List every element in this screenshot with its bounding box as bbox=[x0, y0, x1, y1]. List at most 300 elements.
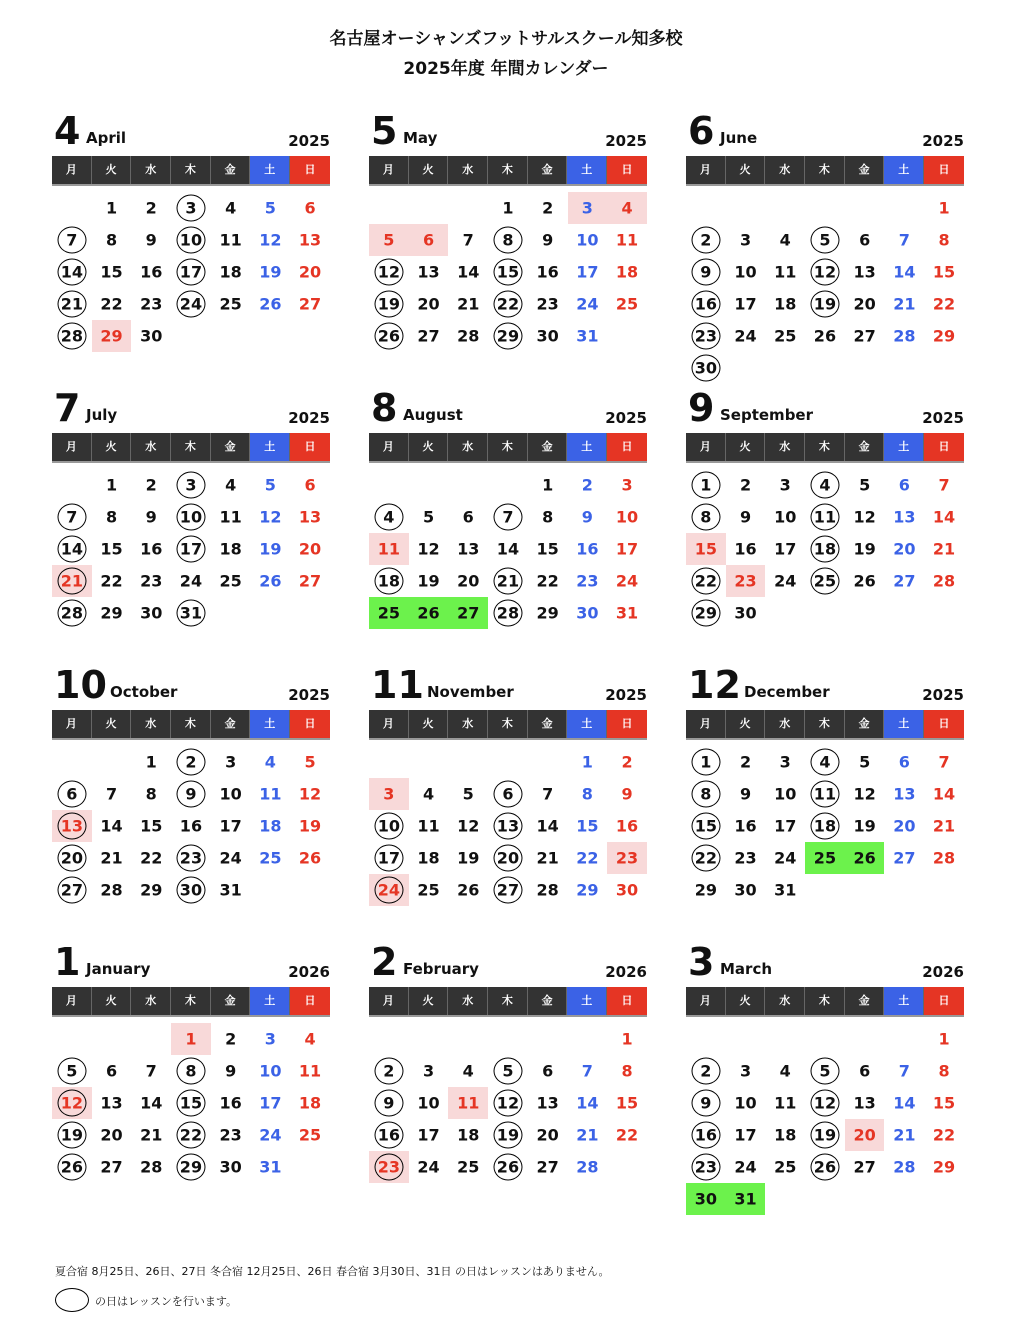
day-cell bbox=[211, 501, 251, 533]
day-number: 16 bbox=[734, 816, 757, 836]
day-number: 1 bbox=[105, 475, 118, 495]
day-cell bbox=[568, 501, 608, 533]
day-cell bbox=[805, 810, 845, 842]
day-cell bbox=[409, 1055, 449, 1087]
day-cell bbox=[845, 224, 885, 256]
day-number: 11 bbox=[813, 784, 837, 804]
day-cell bbox=[409, 1119, 449, 1151]
day-cell bbox=[369, 1055, 409, 1087]
day-number: 15 bbox=[100, 539, 123, 559]
day-number: 30 bbox=[734, 880, 757, 900]
day-number: 25 bbox=[813, 571, 837, 591]
day-cell bbox=[765, 1055, 805, 1087]
weekday-label: 金 bbox=[845, 987, 885, 1015]
day-number: 2 bbox=[700, 1061, 712, 1081]
day-cell bbox=[528, 778, 568, 810]
day-cell bbox=[52, 565, 92, 597]
day-cell bbox=[765, 1119, 805, 1151]
day-cell bbox=[211, 533, 251, 565]
weekday-label: 日 bbox=[607, 156, 647, 184]
month-may bbox=[369, 108, 649, 378]
day-number: 27 bbox=[298, 571, 322, 591]
day-cell bbox=[765, 810, 805, 842]
day-cell bbox=[211, 192, 251, 224]
day-number: 12 bbox=[259, 507, 282, 527]
day-number: 12 bbox=[298, 784, 322, 804]
day-cell bbox=[171, 224, 211, 256]
day-cell bbox=[251, 501, 291, 533]
day-number: 10 bbox=[417, 1093, 440, 1113]
day-cell bbox=[92, 874, 132, 906]
day-number: 30 bbox=[536, 326, 559, 346]
month-header bbox=[686, 662, 966, 707]
day-cell bbox=[131, 810, 171, 842]
day-number: 1 bbox=[621, 1029, 633, 1049]
day-number: 27 bbox=[496, 880, 520, 900]
day-cell bbox=[845, 1055, 885, 1087]
day-number: 24 bbox=[615, 571, 639, 591]
day-cell bbox=[131, 1087, 171, 1119]
day-cell bbox=[448, 288, 488, 320]
day-cell bbox=[726, 1183, 766, 1215]
day-cell bbox=[845, 501, 885, 533]
day-number: 14 bbox=[893, 1093, 916, 1113]
month-header bbox=[686, 108, 966, 153]
day-number: 18 bbox=[813, 816, 837, 836]
day-number: 20 bbox=[536, 1125, 559, 1145]
day-number: 14 bbox=[100, 816, 123, 836]
day-number: 9 bbox=[542, 230, 554, 250]
day-number: 15 bbox=[615, 1093, 639, 1113]
day-number: 19 bbox=[259, 539, 282, 559]
day-cell bbox=[251, 842, 291, 874]
weekday-label: 月 bbox=[369, 156, 409, 184]
day-cell bbox=[607, 810, 647, 842]
day-number: 10 bbox=[576, 230, 599, 250]
day-number: 10 bbox=[377, 816, 400, 836]
day-cell bbox=[568, 320, 608, 352]
day-cell bbox=[448, 320, 488, 352]
day-number: 28 bbox=[536, 880, 559, 900]
day-number: 1 bbox=[542, 475, 554, 495]
weekday-label: 水 bbox=[448, 156, 488, 184]
month-february bbox=[369, 939, 649, 1209]
day-number: 22 bbox=[100, 294, 123, 314]
day-number: 2 bbox=[739, 475, 752, 495]
day-number: 30 bbox=[694, 358, 717, 378]
day-cell bbox=[92, 288, 132, 320]
day-number: 7 bbox=[145, 1061, 157, 1081]
day-number: 8 bbox=[185, 1061, 197, 1081]
day-cell bbox=[765, 224, 805, 256]
day-cell bbox=[528, 224, 568, 256]
day-number: 17 bbox=[179, 539, 203, 559]
day-cell bbox=[369, 842, 409, 874]
weekday-label: 火 bbox=[726, 987, 766, 1015]
day-number: 3 bbox=[264, 1029, 276, 1049]
day-cell bbox=[52, 320, 92, 352]
weekday-label: 火 bbox=[92, 710, 132, 738]
day-cell bbox=[171, 288, 211, 320]
day-number: 12 bbox=[457, 816, 480, 836]
weekday-label: 水 bbox=[448, 710, 488, 738]
month-year: 2025 bbox=[922, 686, 964, 704]
day-cell bbox=[369, 1119, 409, 1151]
weekday-label: 月 bbox=[686, 710, 726, 738]
day-cell bbox=[607, 1023, 647, 1055]
month-name: July bbox=[86, 406, 118, 424]
day-cell bbox=[726, 1055, 766, 1087]
day-cell bbox=[251, 192, 291, 224]
day-cell bbox=[171, 1023, 211, 1055]
day-cell bbox=[211, 778, 251, 810]
month-august bbox=[369, 385, 649, 655]
day-number: 2 bbox=[700, 230, 712, 250]
day-cell bbox=[568, 842, 608, 874]
day-number: 15 bbox=[179, 1093, 203, 1113]
day-number: 20 bbox=[100, 1125, 123, 1145]
day-cell bbox=[568, 746, 608, 778]
weekday-label: 火 bbox=[726, 433, 766, 461]
day-number: 5 bbox=[422, 507, 435, 527]
month-name: May bbox=[403, 129, 438, 147]
day-cell bbox=[448, 256, 488, 288]
day-number: 5 bbox=[264, 475, 276, 495]
day-number: 26 bbox=[853, 848, 876, 868]
month-header bbox=[52, 385, 332, 430]
weekday-label: 水 bbox=[131, 710, 171, 738]
day-number: 29 bbox=[100, 326, 123, 346]
day-cell bbox=[92, 1087, 132, 1119]
day-cell bbox=[171, 778, 211, 810]
day-number: 11 bbox=[377, 539, 400, 559]
weekday-label: 水 bbox=[131, 987, 171, 1015]
day-cell bbox=[409, 597, 449, 629]
month-number: 12 bbox=[688, 663, 741, 707]
day-number: 24 bbox=[179, 294, 203, 314]
day-cell bbox=[765, 469, 805, 501]
day-cell bbox=[805, 256, 845, 288]
day-cell bbox=[885, 469, 925, 501]
day-number: 31 bbox=[259, 1157, 282, 1177]
day-number: 22 bbox=[694, 848, 717, 868]
day-number: 4 bbox=[779, 230, 791, 250]
day-cell bbox=[409, 320, 449, 352]
day-number: 28 bbox=[140, 1157, 163, 1177]
weekday-label: 土 bbox=[250, 987, 290, 1015]
day-cell bbox=[448, 224, 488, 256]
month-september bbox=[686, 385, 966, 655]
month-december bbox=[686, 662, 966, 932]
day-cell bbox=[568, 469, 608, 501]
day-number: 4 bbox=[225, 475, 237, 495]
day-number: 23 bbox=[615, 848, 639, 868]
day-number: 11 bbox=[417, 816, 440, 836]
day-cell bbox=[885, 810, 925, 842]
day-cell bbox=[885, 565, 925, 597]
day-number: 17 bbox=[417, 1125, 440, 1145]
day-number: 24 bbox=[774, 571, 797, 591]
weekday-label: 日 bbox=[924, 433, 964, 461]
day-number: 14 bbox=[140, 1093, 163, 1113]
day-number: 15 bbox=[496, 262, 520, 282]
day-cell bbox=[686, 288, 726, 320]
weekday-label: 木 bbox=[488, 433, 528, 461]
weekday-label: 土 bbox=[250, 433, 290, 461]
day-number: 28 bbox=[457, 326, 480, 346]
day-number: 15 bbox=[694, 816, 717, 836]
day-number: 1 bbox=[502, 198, 514, 218]
day-number: 7 bbox=[898, 1061, 910, 1081]
day-number: 23 bbox=[377, 1157, 400, 1177]
month-header bbox=[686, 939, 966, 984]
day-number: 1 bbox=[185, 1029, 197, 1049]
day-cell bbox=[131, 501, 171, 533]
day-number: 3 bbox=[779, 475, 791, 495]
day-number: 8 bbox=[700, 507, 712, 527]
day-number: 27 bbox=[853, 326, 876, 346]
day-cell bbox=[52, 1119, 92, 1151]
day-cell bbox=[885, 842, 925, 874]
day-number: 14 bbox=[457, 262, 480, 282]
month-year: 2026 bbox=[288, 963, 330, 981]
day-cell bbox=[369, 810, 409, 842]
day-number: 1 bbox=[938, 1029, 950, 1049]
day-cell bbox=[409, 874, 449, 906]
day-cell bbox=[568, 565, 608, 597]
month-name: September bbox=[720, 406, 813, 424]
day-number: 27 bbox=[853, 1157, 876, 1177]
day-cell bbox=[211, 842, 251, 874]
day-number: 29 bbox=[100, 603, 123, 623]
month-name: December bbox=[744, 683, 830, 701]
day-number: 9 bbox=[383, 1093, 395, 1113]
day-number: 13 bbox=[100, 1093, 123, 1113]
day-cell bbox=[171, 1119, 211, 1151]
day-cell bbox=[845, 256, 885, 288]
day-cell bbox=[488, 1119, 528, 1151]
day-number: 11 bbox=[813, 507, 837, 527]
day-cell bbox=[686, 224, 726, 256]
day-cell bbox=[924, 1087, 964, 1119]
day-number: 6 bbox=[898, 475, 910, 495]
day-cell bbox=[290, 533, 330, 565]
day-number: 25 bbox=[219, 571, 242, 591]
weekday-label: 火 bbox=[726, 710, 766, 738]
day-cell bbox=[726, 1151, 766, 1183]
day-number: 24 bbox=[734, 1157, 757, 1177]
day-number: 22 bbox=[932, 294, 956, 314]
day-cell bbox=[924, 256, 964, 288]
day-cell bbox=[765, 501, 805, 533]
day-number: 16 bbox=[179, 816, 203, 836]
month-july bbox=[52, 385, 332, 655]
day-number: 30 bbox=[694, 1189, 717, 1209]
day-number: 23 bbox=[694, 326, 717, 346]
day-cell bbox=[448, 778, 488, 810]
day-cell bbox=[92, 597, 132, 629]
day-cell bbox=[131, 320, 171, 352]
day-number: 16 bbox=[377, 1125, 400, 1145]
day-cell bbox=[686, 842, 726, 874]
day-cell bbox=[211, 565, 251, 597]
day-cell bbox=[290, 778, 330, 810]
day-cell bbox=[528, 501, 568, 533]
day-number: 25 bbox=[298, 1125, 322, 1145]
day-number: 7 bbox=[66, 230, 78, 250]
day-cell bbox=[686, 1183, 726, 1215]
weekday-label: 日 bbox=[607, 987, 647, 1015]
day-number: 27 bbox=[60, 880, 83, 900]
day-number: 19 bbox=[298, 816, 322, 836]
day-number: 6 bbox=[304, 475, 316, 495]
day-cell bbox=[528, 1151, 568, 1183]
day-number: 6 bbox=[462, 507, 474, 527]
day-cell bbox=[805, 842, 845, 874]
month-header bbox=[52, 662, 332, 707]
day-cell bbox=[52, 288, 92, 320]
day-number: 9 bbox=[700, 262, 712, 282]
day-number: 14 bbox=[536, 816, 559, 836]
weekday-header bbox=[369, 156, 647, 186]
day-cell bbox=[171, 1087, 211, 1119]
day-cell bbox=[131, 746, 171, 778]
day-cell bbox=[805, 1151, 845, 1183]
day-cell bbox=[131, 256, 171, 288]
day-cell bbox=[211, 1119, 251, 1151]
day-cell bbox=[568, 288, 608, 320]
day-number: 7 bbox=[581, 1061, 593, 1081]
day-number: 27 bbox=[893, 848, 916, 868]
month-year: 2026 bbox=[922, 963, 964, 981]
day-cell bbox=[924, 469, 964, 501]
day-number: 3 bbox=[739, 230, 752, 250]
day-number: 25 bbox=[457, 1157, 480, 1177]
weekday-label: 日 bbox=[290, 710, 330, 738]
day-number: 27 bbox=[536, 1157, 559, 1177]
day-cell bbox=[92, 256, 132, 288]
day-cell bbox=[171, 1055, 211, 1087]
day-number: 7 bbox=[502, 507, 514, 527]
month-year: 2025 bbox=[605, 409, 647, 427]
weekday-label: 日 bbox=[607, 710, 647, 738]
day-number: 16 bbox=[140, 539, 163, 559]
month-name: January bbox=[86, 960, 151, 978]
day-number: 2 bbox=[621, 752, 633, 772]
day-number: 20 bbox=[298, 262, 322, 282]
day-cell bbox=[251, 1023, 291, 1055]
day-cell bbox=[885, 533, 925, 565]
day-cell bbox=[885, 1087, 925, 1119]
day-number: 26 bbox=[813, 326, 837, 346]
weekday-header bbox=[369, 433, 647, 463]
legend-text: の日はレッスンを行います。 bbox=[95, 1295, 238, 1308]
day-cell bbox=[448, 565, 488, 597]
day-number: 17 bbox=[734, 294, 757, 314]
day-number: 10 bbox=[734, 1093, 757, 1113]
weekday-label: 土 bbox=[250, 156, 290, 184]
day-number: 27 bbox=[457, 603, 480, 623]
day-cell bbox=[251, 746, 291, 778]
day-number: 27 bbox=[100, 1157, 123, 1177]
day-cell bbox=[924, 1151, 964, 1183]
day-number: 24 bbox=[179, 571, 203, 591]
day-number: 12 bbox=[853, 784, 876, 804]
day-number: 21 bbox=[60, 571, 83, 591]
day-number: 4 bbox=[462, 1061, 474, 1081]
day-number: 5 bbox=[819, 230, 831, 250]
day-number: 4 bbox=[819, 475, 831, 495]
day-cell bbox=[52, 842, 92, 874]
day-cell bbox=[131, 1055, 171, 1087]
day-number: 10 bbox=[774, 507, 797, 527]
month-year: 2025 bbox=[288, 132, 330, 150]
day-cell bbox=[924, 1119, 964, 1151]
day-cell bbox=[765, 874, 805, 906]
weekday-label: 金 bbox=[528, 987, 568, 1015]
day-number: 10 bbox=[219, 784, 242, 804]
day-number: 17 bbox=[179, 262, 203, 282]
day-cell bbox=[131, 597, 171, 629]
day-cell bbox=[686, 469, 726, 501]
day-number: 17 bbox=[576, 262, 599, 282]
day-number: 8 bbox=[145, 784, 157, 804]
day-number: 23 bbox=[694, 1157, 717, 1177]
month-header bbox=[369, 385, 649, 430]
day-number: 17 bbox=[377, 848, 400, 868]
day-number: 2 bbox=[145, 475, 157, 495]
day-cell bbox=[845, 746, 885, 778]
day-cell bbox=[409, 565, 449, 597]
day-cell bbox=[448, 597, 488, 629]
month-header bbox=[369, 939, 649, 984]
day-number: 15 bbox=[932, 262, 956, 282]
day-number: 21 bbox=[536, 848, 559, 868]
day-number: 22 bbox=[615, 1125, 639, 1145]
day-cell bbox=[765, 778, 805, 810]
weekday-label: 火 bbox=[92, 156, 132, 184]
day-number: 31 bbox=[219, 880, 242, 900]
day-number: 5 bbox=[859, 475, 871, 495]
day-cell bbox=[52, 810, 92, 842]
day-number: 26 bbox=[259, 571, 282, 591]
weekday-label: 木 bbox=[171, 987, 211, 1015]
day-cell bbox=[528, 469, 568, 501]
day-cell bbox=[845, 810, 885, 842]
weekday-label: 月 bbox=[369, 987, 409, 1015]
day-number: 28 bbox=[932, 571, 956, 591]
weekday-label: 日 bbox=[607, 433, 647, 461]
day-number: 30 bbox=[615, 880, 639, 900]
day-cell bbox=[52, 1151, 92, 1183]
day-cell bbox=[528, 1055, 568, 1087]
day-cell bbox=[171, 842, 211, 874]
day-number: 24 bbox=[417, 1157, 440, 1177]
day-number: 3 bbox=[225, 752, 237, 772]
day-number: 1 bbox=[145, 752, 157, 772]
weekday-label: 木 bbox=[171, 710, 211, 738]
day-number: 8 bbox=[700, 784, 712, 804]
day-number: 3 bbox=[581, 198, 593, 218]
day-number: 5 bbox=[383, 230, 395, 250]
day-number: 11 bbox=[615, 230, 639, 250]
month-name: March bbox=[720, 960, 773, 978]
day-number: 18 bbox=[615, 262, 639, 282]
day-cell bbox=[686, 597, 726, 629]
day-number: 30 bbox=[179, 880, 203, 900]
day-number: 26 bbox=[496, 1157, 520, 1177]
day-cell bbox=[52, 1087, 92, 1119]
